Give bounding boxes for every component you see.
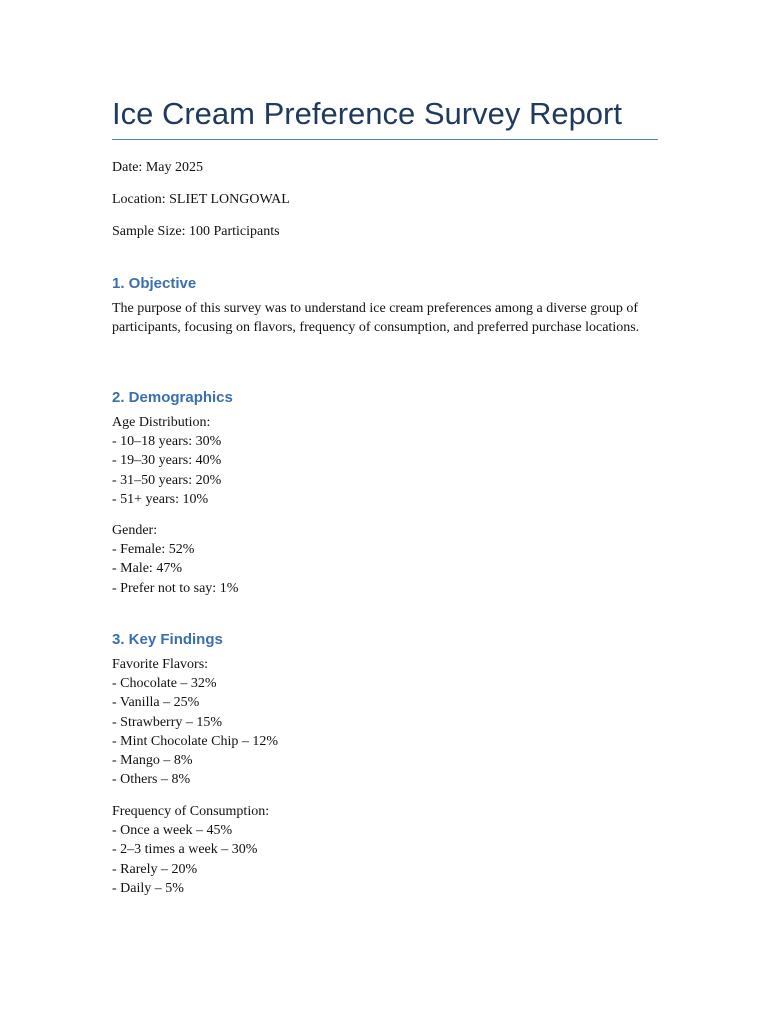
objective-paragraph: The purpose of this survey was to understand ice cream preferences among a diverse group of participants, focusing on flavors, frequency of consumption, and preferred purchase locations. (112, 301, 640, 335)
age-distribution-block (112, 413, 221, 509)
frequency-block (112, 802, 269, 898)
list-item: - Mango – 8% (112, 753, 193, 769)
frequency-label: Frequency of Consumption: (112, 804, 270, 819)
objective-heading: 1. Objective (112, 275, 197, 292)
list-item: - 31–50 years: 20% (112, 472, 222, 488)
meta-location: Location: SLIET LONGOWAL (112, 192, 290, 207)
gender-label: Gender: (112, 523, 158, 538)
gender-block (112, 521, 238, 598)
meta-sample-size: Sample Size: 100 Participants (112, 224, 280, 239)
document-title: Ice Cream Preference Survey Report (112, 96, 622, 131)
list-item: - Male: 47% (112, 561, 182, 577)
list-item: - Chocolate – 32% (112, 676, 217, 692)
list-item: - Rarely – 20% (112, 861, 198, 877)
demographics-heading: 2. Demographics (112, 389, 233, 406)
list-item: - 19–30 years: 40% (112, 453, 222, 469)
key-findings-heading: 3. Key Findings (112, 631, 223, 648)
favorite-flavors-block (112, 655, 278, 789)
list-item: - Daily – 5% (112, 880, 184, 896)
list-item: - 10–18 years: 30% (112, 434, 222, 450)
list-item: - Strawberry – 15% (112, 714, 223, 730)
list-item: - Female: 52% (112, 542, 195, 558)
meta-date: Date: May 2025 (112, 160, 203, 175)
age-distribution-label: Age Distribution: (112, 415, 211, 430)
title-underline (112, 139, 658, 140)
list-item: - 2–3 times a week – 30% (112, 842, 258, 858)
list-item: - Vanilla – 25% (112, 695, 200, 711)
list-item: - 51+ years: 10% (112, 491, 209, 507)
list-item: - Prefer not to say: 1% (112, 580, 239, 596)
favorite-flavors-label: Favorite Flavors: (112, 657, 209, 672)
list-item: - Mint Chocolate Chip – 12% (112, 733, 279, 749)
list-item: - Others – 8% (112, 772, 191, 788)
list-item: - Once a week – 45% (112, 823, 233, 839)
